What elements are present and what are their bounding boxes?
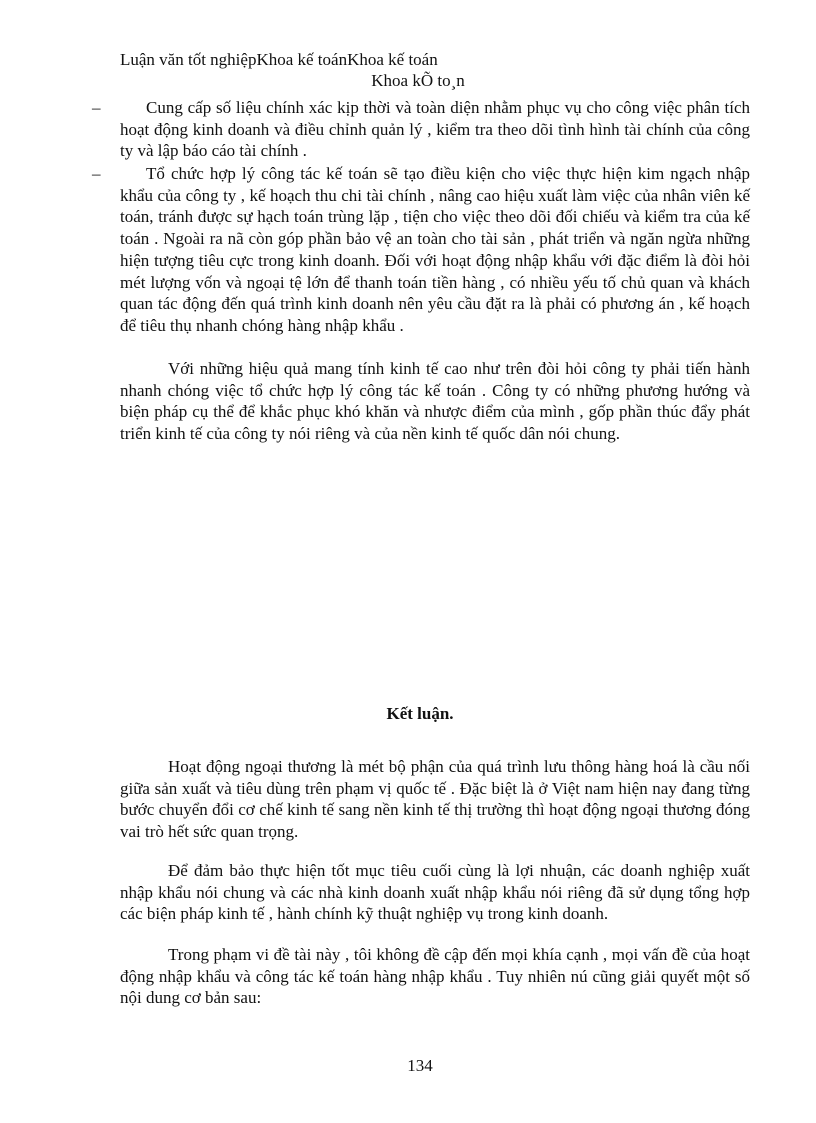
running-header-garbled: Khoa kÕ to¸n (371, 71, 465, 90)
conclusion-paragraph: Hoạt động ngoại thương là mét bộ phận của quá trình lưu thông hàng hoá là cầu nối giữa sản xuất và tiêu dùng trên phạm vị quốc tế . Đặc biệt là ở Việt nam hiện nay đang từng bước chuyển đổi cơ chế kinh tế sang nền kinh tế thị trường thì hoạt động ngoại thương đóng vai trò hết sức quan trọng. (120, 757, 750, 842)
conclusion-paragraph: Trong phạm vi đề tài này , tôi không đề cập đến mọi khía cạnh , mọi vấn đề của hoạt động nhập khẩu và công tác kế toán hàng nhập khẩu . Tuy nhiên nú cũng giải quyết một số nội dung cơ bản sau: (120, 945, 750, 1008)
running-header: Luận văn tốt nghiệpKhoa kế toánKhoa kế toán (120, 50, 438, 69)
closing-paragraph: Với những hiệu quả mang tính kinh tế cao như trên đòi hỏi công ty phải tiến hành nhanh chóng việc tổ chức hợp lý công tác kế toán . Công ty có những phương hướng và biện pháp cụ thể để khắc phục khó khăn và nhược điểm của mình , gốp phần thúc đẩy phát triển kinh tế của công ty nói riêng và của nền kinh tế quốc dân nói chung. (120, 359, 750, 444)
dash-marker: – (92, 98, 101, 117)
dash-marker: – (92, 164, 101, 183)
bullet-item (92, 97, 750, 162)
conclusion-paragraph: Để đảm bảo thực hiện tốt mục tiêu cuối cùng là lợi nhuận, các doanh nghiệp xuất nhập khẩu nói chung và các nhà kinh doanh xuất nhập khẩu nói riêng đã sử dụng tổng hợp các biện pháp kinh tế , hành chính kỹ thuật nghiệp vụ trong kinh doanh. (120, 861, 750, 924)
bullet-text: Tổ chức hợp lý công tác kế toán sẽ tạo điều kiện cho việc thực hiện kim ngạch nhập khẩu của công ty , kế hoạch thu chi tài chính , nâng cao hiệu xuất làm việc của nhân viên kế toán, tránh được sự hạch toán trùng lặp , tiện cho việc theo dõi đối chiếu và kiểm tra của kế toán . Ngoài ra nã còn góp phần bảo vệ an toàn cho tài sản , phát triển và ngăn ngừa những hiện tượng tiêu cực trong kinh doanh. Đối với hoạt động nhập khẩu với đặc điểm là đòi hỏi mét lượng vốn và ngoại tệ lớn để thanh toán tiền hàng , có nhiều yếu tố chủ quan và khách quan tác động đến quá trình kinh doanh nên yêu cầu đặt ra là phải có phương án , kế hoạch để tiêu thụ nhanh chóng hàng nhập khẩu . (120, 164, 750, 335)
section-title: Kết luận. (386, 704, 454, 723)
bullet-item (92, 163, 750, 337)
bullet-text: Cung cấp số liệu chính xác kịp thời và toàn diện nhằm phục vụ cho công việc phân tích hoạt động kinh doanh và điều chỉnh quản lý , kiểm tra theo dõi tình hình tài chính của công ty và lập báo cáo tài chính . (120, 98, 750, 161)
page-number: 134 (407, 1056, 433, 1075)
